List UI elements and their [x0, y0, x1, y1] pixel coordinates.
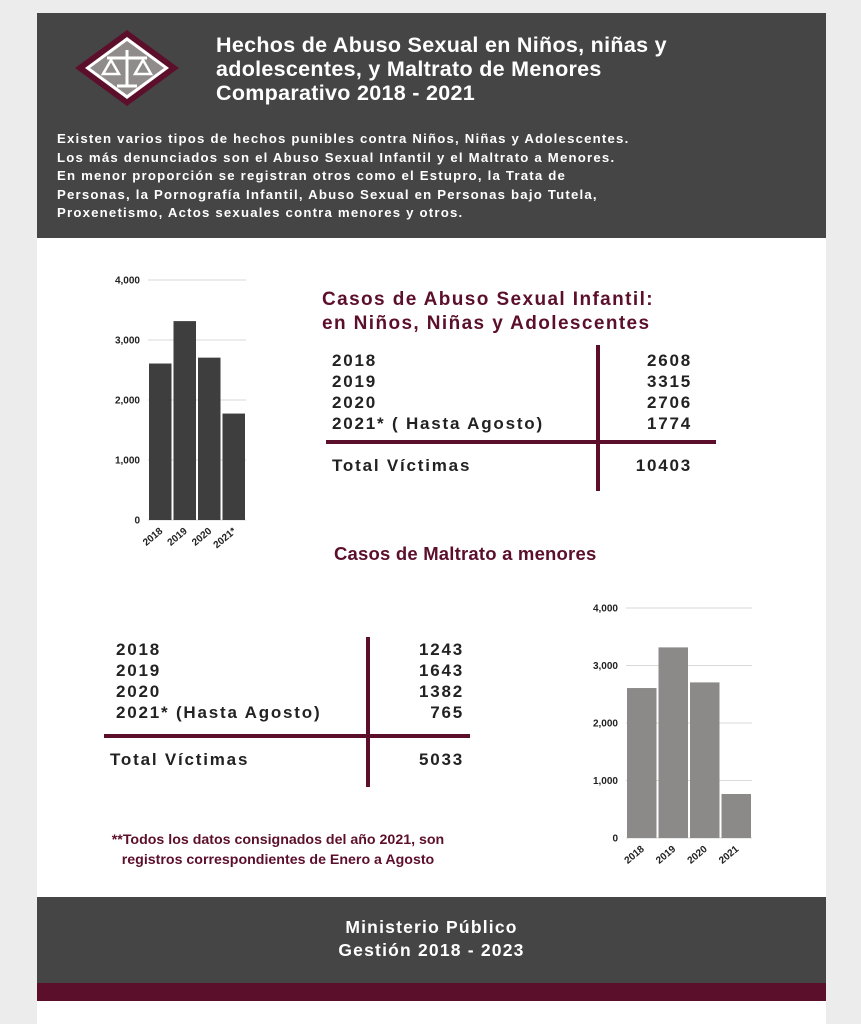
table-row [116, 661, 464, 683]
y-tick-label: 2,000 [114, 395, 140, 407]
y-tick-label: 1,000 [114, 455, 140, 467]
x-tick-label: 2019 [165, 525, 190, 549]
case-count: 1382 [418, 682, 464, 701]
year-label: 2020 [332, 393, 378, 412]
table-row [116, 682, 464, 704]
bar [149, 364, 172, 520]
scales-of-justice-icon [75, 30, 179, 106]
intro-line: Proxenetismo, Actos sexuales contra menores y otros. [57, 205, 464, 220]
total-value: 10403 [635, 456, 692, 475]
y-tick-label: 0 [134, 515, 140, 527]
y-tick-label: 3,000 [592, 661, 618, 672]
footer-line: Gestión 2018 - 2023 [338, 940, 525, 960]
footnote [68, 830, 488, 870]
table-row [332, 351, 692, 373]
intro-paragraph [57, 130, 807, 223]
bar [174, 321, 197, 520]
bar [659, 647, 689, 838]
page-title [216, 33, 806, 105]
intro-line: Los más denunciados son el Abuso Sexual Infantil y el Maltrato a Menores. [57, 149, 616, 165]
y-tick-label: 2,000 [592, 718, 618, 730]
x-tick-label: 2019 [654, 843, 679, 867]
year-label: 2020 [116, 682, 162, 701]
y-tick-label: 3,000 [114, 335, 140, 347]
bar [223, 414, 246, 520]
bar [690, 682, 720, 838]
bar [627, 688, 657, 838]
table-row [332, 393, 692, 415]
year-label: 2018 [332, 351, 378, 370]
total-label: Total Víctimas [110, 750, 250, 769]
year-label: 2019 [332, 372, 378, 391]
footnote-line: registros correspondientes de Enero a Agosto [121, 852, 435, 868]
y-tick-label: 4,000 [592, 603, 618, 615]
bar [198, 358, 221, 520]
year-label: 2018 [116, 640, 162, 659]
case-count: 1243 [418, 640, 464, 659]
table-divider-horizontal [326, 440, 716, 444]
x-tick-label: 2020 [190, 525, 215, 549]
case-count: 2608 [646, 351, 692, 370]
table-row [332, 414, 692, 436]
table-row [116, 703, 464, 725]
table-divider-vertical [596, 345, 600, 491]
x-tick-label: 2018 [141, 525, 166, 549]
year-label: 2021* ( Hasta Agosto) [332, 414, 544, 433]
bar [722, 794, 752, 838]
abuse-table [332, 345, 692, 495]
y-tick-label: 4,000 [114, 275, 140, 287]
total-label: Total Víctimas [332, 456, 472, 475]
intro-line: En menor proporción se registran otros como el Estupro, la Trata de [57, 168, 567, 183]
footer-text [37, 916, 826, 962]
footer-line: Ministerio Público [345, 917, 518, 937]
footnote-line: **Todos los datos consignados del año 2021, son [111, 832, 445, 848]
maltrato-section-title: Casos de Maltrato a menores [334, 543, 597, 564]
x-tick-label: 2021* [211, 525, 239, 552]
year-label: 2021* (Hasta Agosto) [116, 703, 322, 722]
case-count: 1774 [646, 414, 692, 433]
total-row [332, 456, 692, 478]
x-tick-label: 2020 [685, 843, 710, 867]
total-row [110, 750, 464, 772]
title-line: Hechos de Abuso Sexual en Niños, niñas y [216, 33, 667, 57]
year-label: 2019 [116, 661, 162, 680]
case-count: 1643 [418, 661, 464, 680]
x-tick-label: 2021 [717, 843, 742, 867]
intro-line: Personas, la Pornografía Infantil, Abuso Sexual en Personas bajo Tutela, [57, 186, 598, 202]
case-count: 3315 [646, 372, 692, 391]
abuse-section-title [322, 288, 654, 336]
abuse-title-line: en Niños, Niñas y Adolescentes [322, 313, 651, 334]
title-line: adolescentes, y Maltrato de Menores [216, 57, 602, 81]
case-count: 765 [430, 703, 464, 722]
y-tick-label: 1,000 [592, 776, 618, 787]
maltrato-bar-chart [580, 598, 760, 888]
total-value: 5033 [418, 750, 464, 769]
footer-accent-stripe [37, 983, 826, 1001]
table-divider-horizontal [104, 734, 470, 738]
table-row [332, 372, 692, 394]
intro-line: Existen varios tipos de hechos punibles contra Niños, Niñas y Adolescentes. [57, 131, 630, 146]
title-line: Comparativo 2018 - 2021 [216, 81, 476, 105]
case-count: 2706 [646, 393, 692, 412]
abuse-bar-chart [100, 270, 260, 560]
x-tick-label: 2018 [622, 843, 647, 867]
table-divider-vertical [366, 637, 370, 787]
maltrato-table [110, 637, 464, 787]
abuse-title-line: Casos de Abuso Sexual Infantil: [322, 289, 654, 310]
y-tick-label: 0 [612, 833, 618, 845]
table-row [116, 640, 464, 662]
